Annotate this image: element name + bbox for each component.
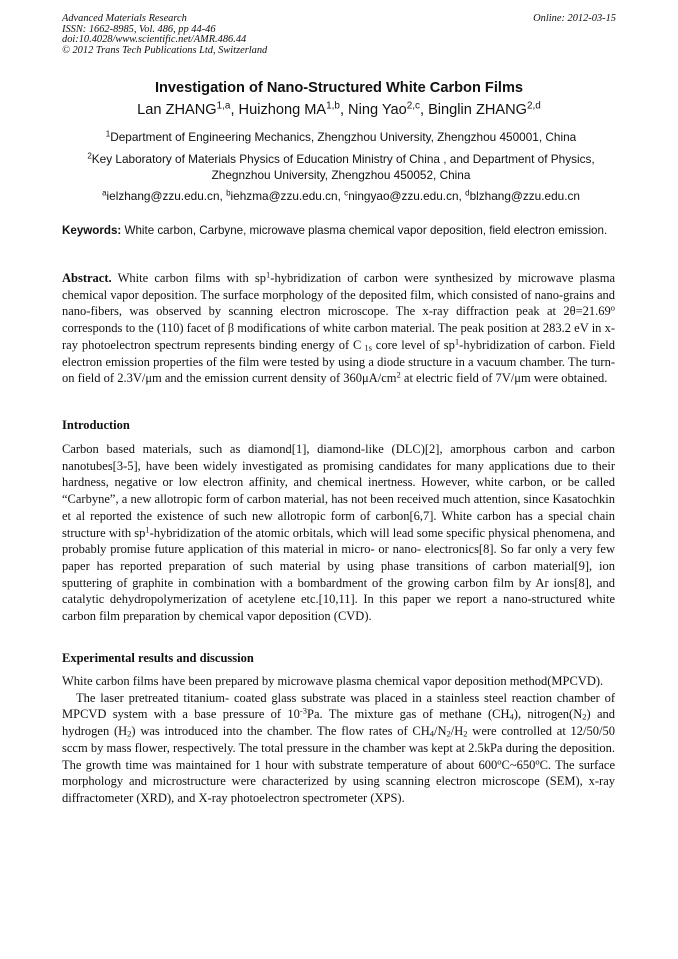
keywords-label: Keywords: xyxy=(62,224,122,237)
keywords xyxy=(62,223,614,239)
email-b: $^b$iehzma@zzu.edu.cn xyxy=(226,188,338,203)
abstract xyxy=(62,270,615,387)
email-list: $^a$ielzhang@zzu.edu.cn, $^b$iehzma@zzu.edu.cn, $^c$ningyao@zzu.edu.cn, $^d$blzhang@zzu.edu.cn xyxy=(102,188,580,203)
copyright-line: © 2012 Trans Tech Publications Ltd, Switzerland xyxy=(62,44,268,56)
email-a: $^a$ielzhang@zzu.edu.cn xyxy=(102,188,220,203)
journal-header xyxy=(62,14,616,56)
experimental-heading: Experimental results and discussion xyxy=(62,651,254,665)
paper-title: Investigation of Nano-Structured White Carbon Films xyxy=(154,80,524,96)
email-c: $^c$ningyao@zzu.edu.cn xyxy=(344,188,459,203)
online-date: Online: 2012-03-15 xyxy=(533,13,616,24)
affiliation-1: $^1$Department of Engineering Mechanics, Zhengzhou University, Zhengzhou 450001, China xyxy=(105,129,577,144)
author-1: Lan ZHANG$^{1,a}$ xyxy=(137,100,231,118)
author-2: Huizhong MA$^{1,b}$ xyxy=(238,100,340,118)
abstract-label: Abstract. xyxy=(62,271,112,285)
issn-line: ISSN: 1662-8985, Vol. 486, pp 44-46 xyxy=(62,23,216,35)
experimental-paragraph-2: The laser pretreated titanium- coated glass substrate was placed in a stainless steel reaction chamber of MPCVD system with a base pressure of $10^{-3}Pa$. The mixture gas of methane $(CH_4)$, $nitrogen(N_2)$ and hydrogen $(H_2)$ was introduced into the chamber. The flow rates of $CH_4/N_2/H_2$ were controlled at 12/50/50 sccm by mass flower, respectively. The total pressure in the chamber was kept at 2.5kPa during the deposition. The growth time was maintained for 1 hour with substrate temperature of about 600$^o$C~650$^o$C. The surface morphology and microstructure were characterized by using scanning electron microscope (SEM), x-ray diffractometer (XRD), and X-ray photoelectron spectrometer (XPS). xyxy=(62,690,616,805)
author-4: Binglin ZHANG$^{2,d}$ xyxy=(428,100,541,118)
author-3: Ning Yao$^{2,c}$ xyxy=(348,100,420,118)
journal-name: Advanced Materials Research xyxy=(62,13,187,24)
abstract-text: White carbon films with $sp^1$-hybridization of carbon were synthesized by microwave plasma chemical vapor deposition. The surface morphology of the deposited film, which consisted of nano-grains and nano-fibers, was observed by scanning electron microscope. The x-ray diffraction peak at $2\theta=21.69^o$ corresponds to the (110) facet of β modifications of white carbon material. The peak position at 283.2 eV in x-ray photoelectron spectrum represents binding energy of C $_{1s}$ core level of $sp^1$-hybridization of carbon. Field electron emission properties of the film were tested by using a diode structure in a vacuum chamber. The turn-on field of 2.3V/μm and the emission current density of $360\mu A/cm^2$ at electric field of 7V/μm were obtained. xyxy=(62,269,616,386)
affiliation-2: $^2$Key Laboratory of Materials Physics of Education Ministry of China , and Department of Physics, Zhegnzhou University, Zhengzhou 450052, China xyxy=(87,151,595,182)
author-list: Lan ZHANG$^{1,a}$, Huizhong MA$^{1,b}$, Ning Yao$^{2,c}$, Binglin ZHANG$^{2,d}$ xyxy=(137,100,541,118)
doi-line: doi:10.4028/www.scientific.net/AMR.486.44 xyxy=(62,34,247,46)
experimental-paragraph-1: White carbon films have been prepared by microwave plasma chemical vapor deposition method(MPCVD). xyxy=(62,674,604,688)
introduction-text: Carbon based materials, such as diamond[1], diamond-like (DLC)[2], amorphous carbon and carbon nanotubes[3-5], have been widely investigated as promising candidates for many applications due to their hardness, negative or low electron affinity, and chemical inertness. However, white carbon, or be called “Carbyne”, a new allotropic form of carbon material, has not been received much attention, since Kasatochkin et al reported the existence of such new allotropic form of carbon[6,7]. White carbon has a special chain structure with $sp^1$-hybridization of the atomic orbitals, which will lead some specific physical phenomena, and probably promise future application of this material in micro- or nano- electronics[8]. So far only a very few paper has reported preparation of such material by using phase transitions of carbon material[9], ion sputtering of graphite in combination with a bombardment of the growing carbon film by Ar ions[8], and catalytic dehydropolymerization of acetylene etc.[10,11]. In this paper we report a nano-structured white carbon film preparation by chemical vapor deposition (CVD). xyxy=(62,442,615,624)
experimental-text xyxy=(62,673,615,807)
keywords-text: White carbon, Carbyne, microwave plasma chemical vapor deposition, field electron emission. xyxy=(124,224,608,237)
email-d: $^d$blzhang@zzu.edu.cn xyxy=(465,188,580,203)
introduction-heading: Introduction xyxy=(62,418,130,432)
